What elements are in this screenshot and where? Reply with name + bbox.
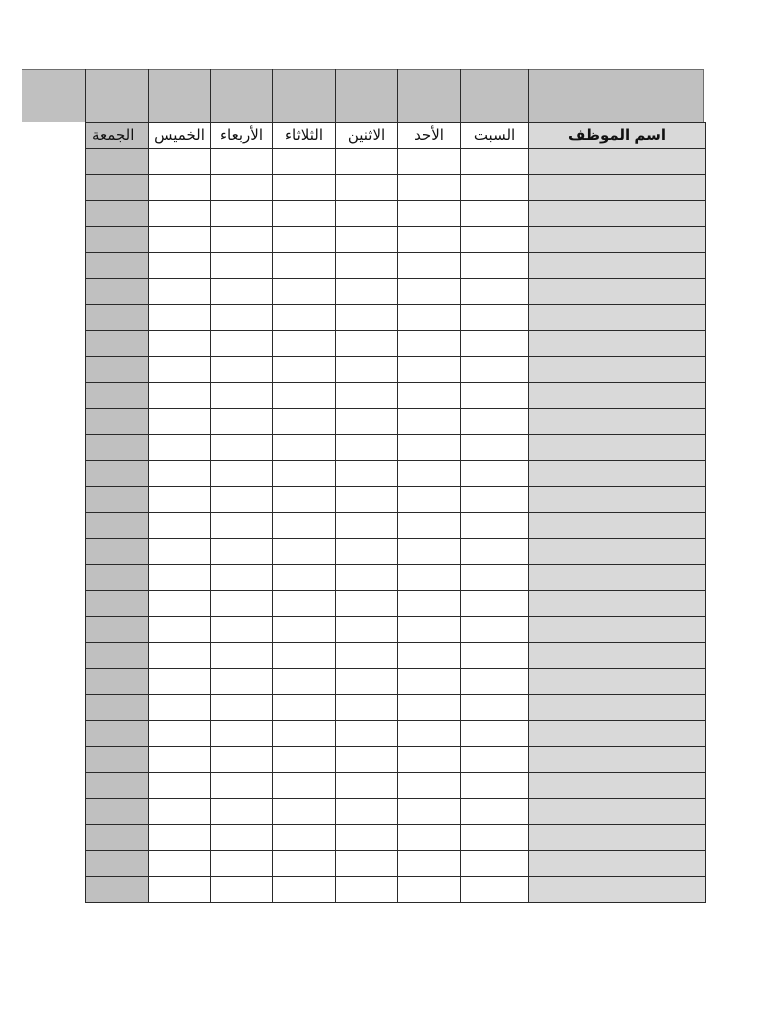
cell-sunday[interactable] xyxy=(398,798,461,824)
cell-thursday[interactable] xyxy=(149,668,211,694)
cell-tuesday[interactable] xyxy=(273,434,336,460)
cell-monday[interactable] xyxy=(336,148,398,174)
cell-friday[interactable] xyxy=(86,486,149,512)
table-row xyxy=(86,434,706,460)
cell-wednesday[interactable] xyxy=(211,668,273,694)
cell-monday[interactable] xyxy=(336,746,398,772)
cell-saturday[interactable] xyxy=(461,226,529,252)
cell-tuesday[interactable] xyxy=(273,694,336,720)
cell-tuesday[interactable] xyxy=(273,460,336,486)
cell-saturday[interactable] xyxy=(461,356,529,382)
cell-wednesday[interactable] xyxy=(211,850,273,876)
cell-tuesday[interactable] xyxy=(273,772,336,798)
cell-employee-name[interactable] xyxy=(529,538,706,564)
cell-tuesday[interactable] xyxy=(273,642,336,668)
cell-thursday[interactable] xyxy=(149,252,211,278)
cell-thursday[interactable] xyxy=(149,538,211,564)
cell-saturday[interactable] xyxy=(461,798,529,824)
header-employee-name: اسم الموظف xyxy=(529,122,706,148)
cell-monday[interactable] xyxy=(336,564,398,590)
cell-sunday[interactable] xyxy=(398,642,461,668)
cell-employee-name[interactable] xyxy=(529,200,706,226)
cell-thursday[interactable] xyxy=(149,486,211,512)
cell-friday[interactable] xyxy=(86,668,149,694)
cell-tuesday[interactable] xyxy=(273,798,336,824)
cell-thursday[interactable] xyxy=(149,434,211,460)
cell-saturday[interactable] xyxy=(461,850,529,876)
cell-monday[interactable] xyxy=(336,668,398,694)
cell-tuesday[interactable] xyxy=(273,252,336,278)
cell-monday[interactable] xyxy=(336,408,398,434)
cell-wednesday[interactable] xyxy=(211,694,273,720)
cell-friday[interactable] xyxy=(86,590,149,616)
cell-wednesday[interactable] xyxy=(211,408,273,434)
cell-sunday[interactable] xyxy=(398,694,461,720)
table-row xyxy=(86,278,706,304)
cell-thursday[interactable] xyxy=(149,798,211,824)
cell-tuesday[interactable] xyxy=(273,200,336,226)
cell-monday[interactable] xyxy=(336,694,398,720)
cell-friday[interactable] xyxy=(86,200,149,226)
cell-wednesday[interactable] xyxy=(211,278,273,304)
cell-thursday[interactable] xyxy=(149,746,211,772)
cell-monday[interactable] xyxy=(336,460,398,486)
cell-saturday[interactable] xyxy=(461,460,529,486)
cell-tuesday[interactable] xyxy=(273,538,336,564)
header-tuesday: الثلاثاء xyxy=(273,122,336,148)
cell-wednesday[interactable] xyxy=(211,512,273,538)
table-row xyxy=(86,252,706,278)
cell-monday[interactable] xyxy=(336,850,398,876)
cell-wednesday[interactable] xyxy=(211,200,273,226)
cell-monday[interactable] xyxy=(336,538,398,564)
cell-employee-name[interactable] xyxy=(529,278,706,304)
cell-friday[interactable] xyxy=(86,330,149,356)
cell-saturday[interactable] xyxy=(461,720,529,746)
cell-tuesday[interactable] xyxy=(273,356,336,382)
cell-saturday[interactable] xyxy=(461,304,529,330)
cell-sunday[interactable] xyxy=(398,850,461,876)
cell-wednesday[interactable] xyxy=(211,460,273,486)
cell-tuesday[interactable] xyxy=(273,278,336,304)
cell-sunday[interactable] xyxy=(398,746,461,772)
cell-monday[interactable] xyxy=(336,486,398,512)
cell-tuesday[interactable] xyxy=(273,330,336,356)
cell-saturday[interactable] xyxy=(461,278,529,304)
cell-thursday[interactable] xyxy=(149,772,211,798)
cell-wednesday[interactable] xyxy=(211,356,273,382)
cell-tuesday[interactable] xyxy=(273,590,336,616)
cell-employee-name[interactable] xyxy=(529,330,706,356)
cell-tuesday[interactable] xyxy=(273,512,336,538)
cell-sunday[interactable] xyxy=(398,512,461,538)
cell-wednesday[interactable] xyxy=(211,876,273,902)
cell-tuesday[interactable] xyxy=(273,382,336,408)
cell-monday[interactable] xyxy=(336,304,398,330)
cell-wednesday[interactable] xyxy=(211,772,273,798)
table-row xyxy=(86,590,706,616)
cell-employee-name[interactable] xyxy=(529,824,706,850)
cell-friday[interactable] xyxy=(86,850,149,876)
cell-wednesday[interactable] xyxy=(211,226,273,252)
cell-sunday[interactable] xyxy=(398,304,461,330)
cell-friday[interactable] xyxy=(86,434,149,460)
cell-employee-name[interactable] xyxy=(529,304,706,330)
cell-saturday[interactable] xyxy=(461,772,529,798)
cell-saturday[interactable] xyxy=(461,512,529,538)
cell-wednesday[interactable] xyxy=(211,798,273,824)
cell-thursday[interactable] xyxy=(149,564,211,590)
cell-employee-name[interactable] xyxy=(529,382,706,408)
cell-saturday[interactable] xyxy=(461,642,529,668)
cell-employee-name[interactable] xyxy=(529,148,706,174)
cell-saturday[interactable] xyxy=(461,876,529,902)
table-row xyxy=(86,642,706,668)
cell-friday[interactable] xyxy=(86,460,149,486)
table-row xyxy=(86,824,706,850)
table-row xyxy=(86,486,706,512)
cell-thursday[interactable] xyxy=(149,304,211,330)
cell-thursday[interactable] xyxy=(149,226,211,252)
cell-monday[interactable] xyxy=(336,174,398,200)
cell-employee-name[interactable] xyxy=(529,772,706,798)
cell-monday[interactable] xyxy=(336,616,398,642)
cell-employee-name[interactable] xyxy=(529,850,706,876)
cell-friday[interactable] xyxy=(86,564,149,590)
cell-sunday[interactable] xyxy=(398,590,461,616)
cell-employee-name[interactable] xyxy=(529,252,706,278)
cell-thursday[interactable] xyxy=(149,382,211,408)
cell-wednesday[interactable] xyxy=(211,486,273,512)
cell-saturday[interactable] xyxy=(461,538,529,564)
table-row xyxy=(86,512,706,538)
cell-employee-name[interactable] xyxy=(529,694,706,720)
table-row xyxy=(86,330,706,356)
header-sunday: الأحد xyxy=(398,122,461,148)
cell-wednesday[interactable] xyxy=(211,330,273,356)
cell-employee-name[interactable] xyxy=(529,174,706,200)
cell-wednesday[interactable] xyxy=(211,824,273,850)
cell-friday[interactable] xyxy=(86,408,149,434)
table-row xyxy=(86,772,706,798)
cell-wednesday[interactable] xyxy=(211,174,273,200)
cell-sunday[interactable] xyxy=(398,772,461,798)
cell-sunday[interactable] xyxy=(398,876,461,902)
cell-friday[interactable] xyxy=(86,512,149,538)
cell-wednesday[interactable] xyxy=(211,720,273,746)
cell-tuesday[interactable] xyxy=(273,824,336,850)
cell-monday[interactable] xyxy=(336,772,398,798)
band-row xyxy=(86,69,706,122)
cell-sunday[interactable] xyxy=(398,278,461,304)
cell-tuesday[interactable] xyxy=(273,850,336,876)
table-row xyxy=(86,408,706,434)
cell-saturday[interactable] xyxy=(461,330,529,356)
cell-sunday[interactable] xyxy=(398,252,461,278)
cell-employee-name[interactable] xyxy=(529,746,706,772)
cell-wednesday[interactable] xyxy=(211,616,273,642)
cell-friday[interactable] xyxy=(86,382,149,408)
cell-friday[interactable] xyxy=(86,278,149,304)
schedule-grid xyxy=(85,69,705,903)
cell-employee-name[interactable] xyxy=(529,590,706,616)
table-row xyxy=(86,460,706,486)
cell-saturday[interactable] xyxy=(461,200,529,226)
table-row xyxy=(86,668,706,694)
cell-saturday[interactable] xyxy=(461,824,529,850)
cell-employee-name[interactable] xyxy=(529,798,706,824)
cell-sunday[interactable] xyxy=(398,434,461,460)
cell-friday[interactable] xyxy=(86,538,149,564)
cell-saturday[interactable] xyxy=(461,564,529,590)
cell-employee-name[interactable] xyxy=(529,408,706,434)
cell-employee-name[interactable] xyxy=(529,226,706,252)
cell-sunday[interactable] xyxy=(398,356,461,382)
cell-thursday[interactable] xyxy=(149,148,211,174)
cell-monday[interactable] xyxy=(336,590,398,616)
cell-sunday[interactable] xyxy=(398,564,461,590)
cell-friday[interactable] xyxy=(86,356,149,382)
cell-monday[interactable] xyxy=(336,382,398,408)
cell-saturday[interactable] xyxy=(461,668,529,694)
cell-employee-name[interactable] xyxy=(529,460,706,486)
cell-tuesday[interactable] xyxy=(273,616,336,642)
cell-sunday[interactable] xyxy=(398,824,461,850)
cell-saturday[interactable] xyxy=(461,408,529,434)
cell-saturday[interactable] xyxy=(461,148,529,174)
cell-thursday[interactable] xyxy=(149,356,211,382)
cell-monday[interactable] xyxy=(336,200,398,226)
cell-monday[interactable] xyxy=(336,252,398,278)
cell-saturday[interactable] xyxy=(461,174,529,200)
cell-thursday[interactable] xyxy=(149,408,211,434)
cell-wednesday[interactable] xyxy=(211,434,273,460)
table-row xyxy=(86,538,706,564)
cell-friday[interactable] xyxy=(86,642,149,668)
cell-sunday[interactable] xyxy=(398,538,461,564)
cell-saturday[interactable] xyxy=(461,252,529,278)
table-row xyxy=(86,382,706,408)
cell-wednesday[interactable] xyxy=(211,538,273,564)
cell-thursday[interactable] xyxy=(149,460,211,486)
cell-wednesday[interactable] xyxy=(211,642,273,668)
cell-thursday[interactable] xyxy=(149,278,211,304)
cell-sunday[interactable] xyxy=(398,382,461,408)
cell-monday[interactable] xyxy=(336,798,398,824)
cell-employee-name[interactable] xyxy=(529,668,706,694)
cell-monday[interactable] xyxy=(336,824,398,850)
cell-monday[interactable] xyxy=(336,226,398,252)
table-row xyxy=(86,174,706,200)
cell-thursday[interactable] xyxy=(149,200,211,226)
cell-wednesday[interactable] xyxy=(211,304,273,330)
table-row xyxy=(86,356,706,382)
cell-wednesday[interactable] xyxy=(211,746,273,772)
schedule-body xyxy=(86,148,706,902)
cell-monday[interactable] xyxy=(336,356,398,382)
cell-wednesday[interactable] xyxy=(211,148,273,174)
table-row xyxy=(86,304,706,330)
cell-employee-name[interactable] xyxy=(529,486,706,512)
cell-friday[interactable] xyxy=(86,148,149,174)
cell-thursday[interactable] xyxy=(149,876,211,902)
cell-tuesday[interactable] xyxy=(273,564,336,590)
table-row xyxy=(86,148,706,174)
table-row xyxy=(86,798,706,824)
header-wednesday: الأربعاء xyxy=(211,122,273,148)
cell-wednesday[interactable] xyxy=(211,382,273,408)
cell-friday[interactable] xyxy=(86,876,149,902)
cell-tuesday[interactable] xyxy=(273,876,336,902)
cell-sunday[interactable] xyxy=(398,226,461,252)
cell-thursday[interactable] xyxy=(149,512,211,538)
cell-employee-name[interactable] xyxy=(529,356,706,382)
cell-monday[interactable] xyxy=(336,512,398,538)
cell-friday[interactable] xyxy=(86,226,149,252)
header-saturday: السبت xyxy=(461,122,529,148)
table-row xyxy=(86,694,706,720)
cell-tuesday[interactable] xyxy=(273,304,336,330)
cell-saturday[interactable] xyxy=(461,486,529,512)
cell-thursday[interactable] xyxy=(149,616,211,642)
cell-thursday[interactable] xyxy=(149,850,211,876)
cell-friday[interactable] xyxy=(86,798,149,824)
cell-friday[interactable] xyxy=(86,304,149,330)
table-row xyxy=(86,616,706,642)
cell-tuesday[interactable] xyxy=(273,408,336,434)
cell-monday[interactable] xyxy=(336,330,398,356)
cell-wednesday[interactable] xyxy=(211,564,273,590)
cell-saturday[interactable] xyxy=(461,434,529,460)
cell-sunday[interactable] xyxy=(398,200,461,226)
cell-thursday[interactable] xyxy=(149,330,211,356)
cell-friday[interactable] xyxy=(86,616,149,642)
header-friday: الجمعة xyxy=(86,122,149,148)
cell-saturday[interactable] xyxy=(461,616,529,642)
cell-employee-name[interactable] xyxy=(529,564,706,590)
table-row xyxy=(86,746,706,772)
cell-tuesday[interactable] xyxy=(273,746,336,772)
cell-tuesday[interactable] xyxy=(273,486,336,512)
table-row xyxy=(86,200,706,226)
header-monday: الاثنين xyxy=(336,122,398,148)
cell-wednesday[interactable] xyxy=(211,590,273,616)
cell-sunday[interactable] xyxy=(398,668,461,694)
cell-friday[interactable] xyxy=(86,824,149,850)
cell-sunday[interactable] xyxy=(398,174,461,200)
cell-saturday[interactable] xyxy=(461,746,529,772)
cell-thursday[interactable] xyxy=(149,642,211,668)
cell-employee-name[interactable] xyxy=(529,720,706,746)
header-row xyxy=(86,122,706,148)
cell-wednesday[interactable] xyxy=(211,252,273,278)
table-row xyxy=(86,850,706,876)
cell-thursday[interactable] xyxy=(149,174,211,200)
cell-thursday[interactable] xyxy=(149,590,211,616)
cell-thursday[interactable] xyxy=(149,694,211,720)
cell-employee-name[interactable] xyxy=(529,512,706,538)
cell-friday[interactable] xyxy=(86,772,149,798)
cell-saturday[interactable] xyxy=(461,382,529,408)
cell-thursday[interactable] xyxy=(149,824,211,850)
cell-tuesday[interactable] xyxy=(273,174,336,200)
cell-sunday[interactable] xyxy=(398,486,461,512)
table-row xyxy=(86,564,706,590)
cell-friday[interactable] xyxy=(86,746,149,772)
cell-monday[interactable] xyxy=(336,876,398,902)
cell-monday[interactable] xyxy=(336,434,398,460)
cell-sunday[interactable] xyxy=(398,720,461,746)
cell-employee-name[interactable] xyxy=(529,434,706,460)
header-thursday: الخميس xyxy=(149,122,211,148)
cell-sunday[interactable] xyxy=(398,460,461,486)
cell-tuesday[interactable] xyxy=(273,148,336,174)
cell-tuesday[interactable] xyxy=(273,226,336,252)
cell-saturday[interactable] xyxy=(461,590,529,616)
cell-sunday[interactable] xyxy=(398,616,461,642)
cell-friday[interactable] xyxy=(86,174,149,200)
cell-employee-name[interactable] xyxy=(529,642,706,668)
cell-monday[interactable] xyxy=(336,720,398,746)
cell-sunday[interactable] xyxy=(398,330,461,356)
cell-monday[interactable] xyxy=(336,278,398,304)
cell-employee-name[interactable] xyxy=(529,876,706,902)
cell-monday[interactable] xyxy=(336,642,398,668)
cell-sunday[interactable] xyxy=(398,408,461,434)
table-row xyxy=(86,876,706,902)
cell-employee-name[interactable] xyxy=(529,616,706,642)
schedule-table xyxy=(85,69,706,903)
cell-friday[interactable] xyxy=(86,720,149,746)
cell-tuesday[interactable] xyxy=(273,720,336,746)
table-row xyxy=(86,720,706,746)
table-row xyxy=(86,226,706,252)
cell-friday[interactable] xyxy=(86,252,149,278)
cell-thursday[interactable] xyxy=(149,720,211,746)
cell-tuesday[interactable] xyxy=(273,668,336,694)
cell-sunday[interactable] xyxy=(398,148,461,174)
cell-friday[interactable] xyxy=(86,694,149,720)
cell-saturday[interactable] xyxy=(461,694,529,720)
